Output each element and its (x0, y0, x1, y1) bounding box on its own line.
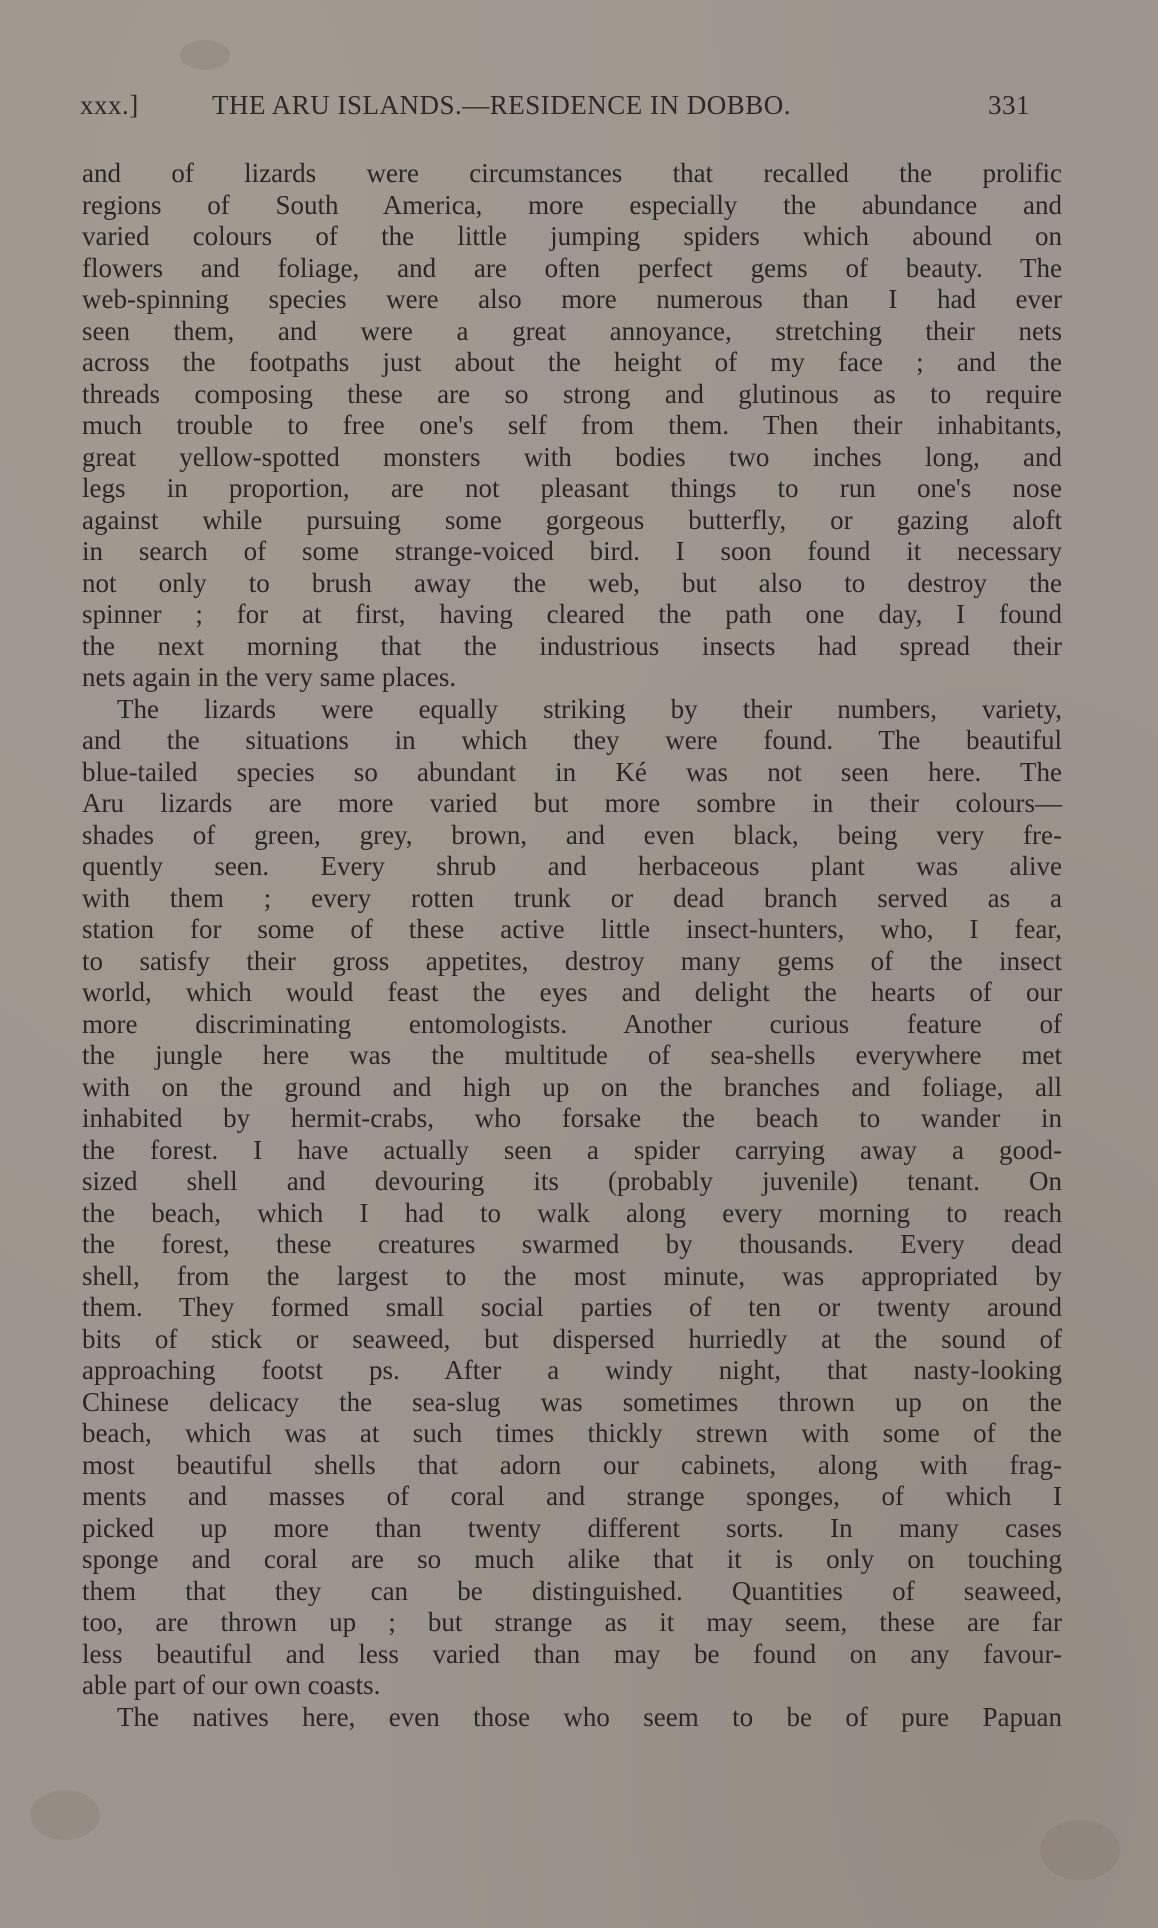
text-line: threads composing these are so strong and glutinous as to require (82, 378, 1062, 409)
running-header (80, 90, 1030, 130)
text-line: varied colours of the little jumping spiders which abound on (82, 221, 1062, 251)
text-line: and of lizards were circumstances that recalled the prolific (82, 158, 1062, 188)
text-line: the next morning that the industrious insects had spread their (82, 630, 1062, 661)
paper-stain (30, 1790, 100, 1840)
text-line: the beach, which I had to walk along every morning to reach (82, 1197, 1062, 1228)
text-line: the forest, these creatures swarmed by thousands. Every dead (82, 1229, 1062, 1259)
paragraph-end-line: able part of our own coasts. (82, 1670, 381, 1700)
text-line: in search of some strange-voiced bird. I soon found it necessary (82, 536, 1062, 566)
text-line: flowers and foliage, and are often perfect gems of beauty. The (82, 252, 1062, 283)
text-line: and the situations in which they were found. The beautiful (82, 725, 1062, 755)
text-line: shell, from the largest to the most minute, was appropriated by (82, 1260, 1062, 1291)
text-line: Chinese delicacy the sea-slug was sometimes thrown up on the (82, 1386, 1062, 1417)
text-line: seen them, and were a great annoyance, stretching their nets (82, 315, 1062, 346)
text-line: legs in proportion, are not pleasant things to run one's nose (82, 473, 1062, 503)
text-line: beach, which was at such times thickly strewn with some of the (82, 1418, 1062, 1448)
text-line: the jungle here was the multitude of sea-shells everywhere met (82, 1040, 1062, 1070)
text-line: sponge and coral are so much alike that it is only on touching (82, 1544, 1062, 1574)
text-line: to satisfy their gross appetites, destroy many gems of the insect (82, 945, 1062, 976)
text-line: with them ; every rotten trunk or dead branch served as a (82, 882, 1062, 913)
body-text (82, 158, 1062, 1733)
text-line: more discriminating entomologists. Another curious feature of (82, 1008, 1062, 1039)
text-line: Aru lizards are more varied but more sombre in their colours— (82, 788, 1062, 818)
paragraph-start-line: The natives here, even those who seem to be of pure Papuan (117, 1701, 1062, 1732)
text-line: the forest. I have actually seen a spider carrying away a good- (82, 1134, 1062, 1165)
page-number: 331 (988, 90, 1030, 120)
paper-stain (1040, 1820, 1120, 1880)
text-line: with on the ground and high up on the branches and foliage, all (82, 1071, 1062, 1102)
text-line: great yellow-spotted monsters with bodies two inches long, and (82, 441, 1062, 472)
text-line: regions of South America, more especially the abundance and (82, 189, 1062, 220)
text-line: inhabited by hermit-crabs, who forsake the beach to wander in (82, 1103, 1062, 1133)
text-line: approaching footst ps. After a windy night, that nasty-looking (82, 1355, 1062, 1385)
text-line: spinner ; for at first, having cleared the path one day, I found (82, 599, 1062, 629)
text-line: world, which would feast the eyes and delight the hearts of our (82, 977, 1062, 1007)
paper-stain (180, 40, 230, 70)
text-line: them. They formed small social parties of ten or twenty around (82, 1292, 1062, 1322)
text-line: shades of green, grey, brown, and even black, being very fre- (82, 819, 1062, 850)
text-line: against while pursuing some gorgeous butterfly, or gazing aloft (82, 504, 1062, 535)
text-line: quently seen. Every shrub and herbaceous plant was alive (82, 851, 1062, 881)
text-line: blue-tailed species so abundant in Ké was not seen here. The (82, 756, 1062, 787)
text-line: sized shell and devouring its (probably juvenile) tenant. On (82, 1166, 1062, 1196)
paragraph-end-line: nets again in the very same places. (82, 662, 457, 692)
chapter-number: xxx.] (80, 90, 139, 120)
text-line: web-spinning species were also more numerous than I had ever (82, 284, 1062, 314)
text-line: across the footpaths just about the height of my face ; and the (82, 347, 1062, 377)
running-title: THE ARU ISLANDS.—RESIDENCE IN DOBBO. (212, 90, 792, 120)
text-line: less beautiful and less varied than may be found on any favour- (82, 1638, 1062, 1669)
text-line: too, are thrown up ; but strange as it may seem, these are far (82, 1607, 1062, 1637)
text-line: them that they can be distinguished. Quantities of seaweed, (82, 1575, 1062, 1606)
text-line: much trouble to free one's self from them. Then their inhabitants, (82, 410, 1062, 440)
text-line: ments and masses of coral and strange sponges, of which I (82, 1481, 1062, 1511)
text-line: station for some of these active little insect-hunters, who, I fear, (82, 914, 1062, 944)
paragraph-start-line: The lizards were equally striking by their numbers, variety, (117, 693, 1062, 724)
text-line: bits of stick or seaweed, but dispersed hurriedly at the sound of (82, 1323, 1062, 1354)
text-line: not only to brush away the web, but also to destroy the (82, 567, 1062, 598)
text-line: picked up more than twenty different sorts. In many cases (82, 1512, 1062, 1543)
text-line: most beautiful shells that adorn our cabinets, along with frag- (82, 1449, 1062, 1480)
